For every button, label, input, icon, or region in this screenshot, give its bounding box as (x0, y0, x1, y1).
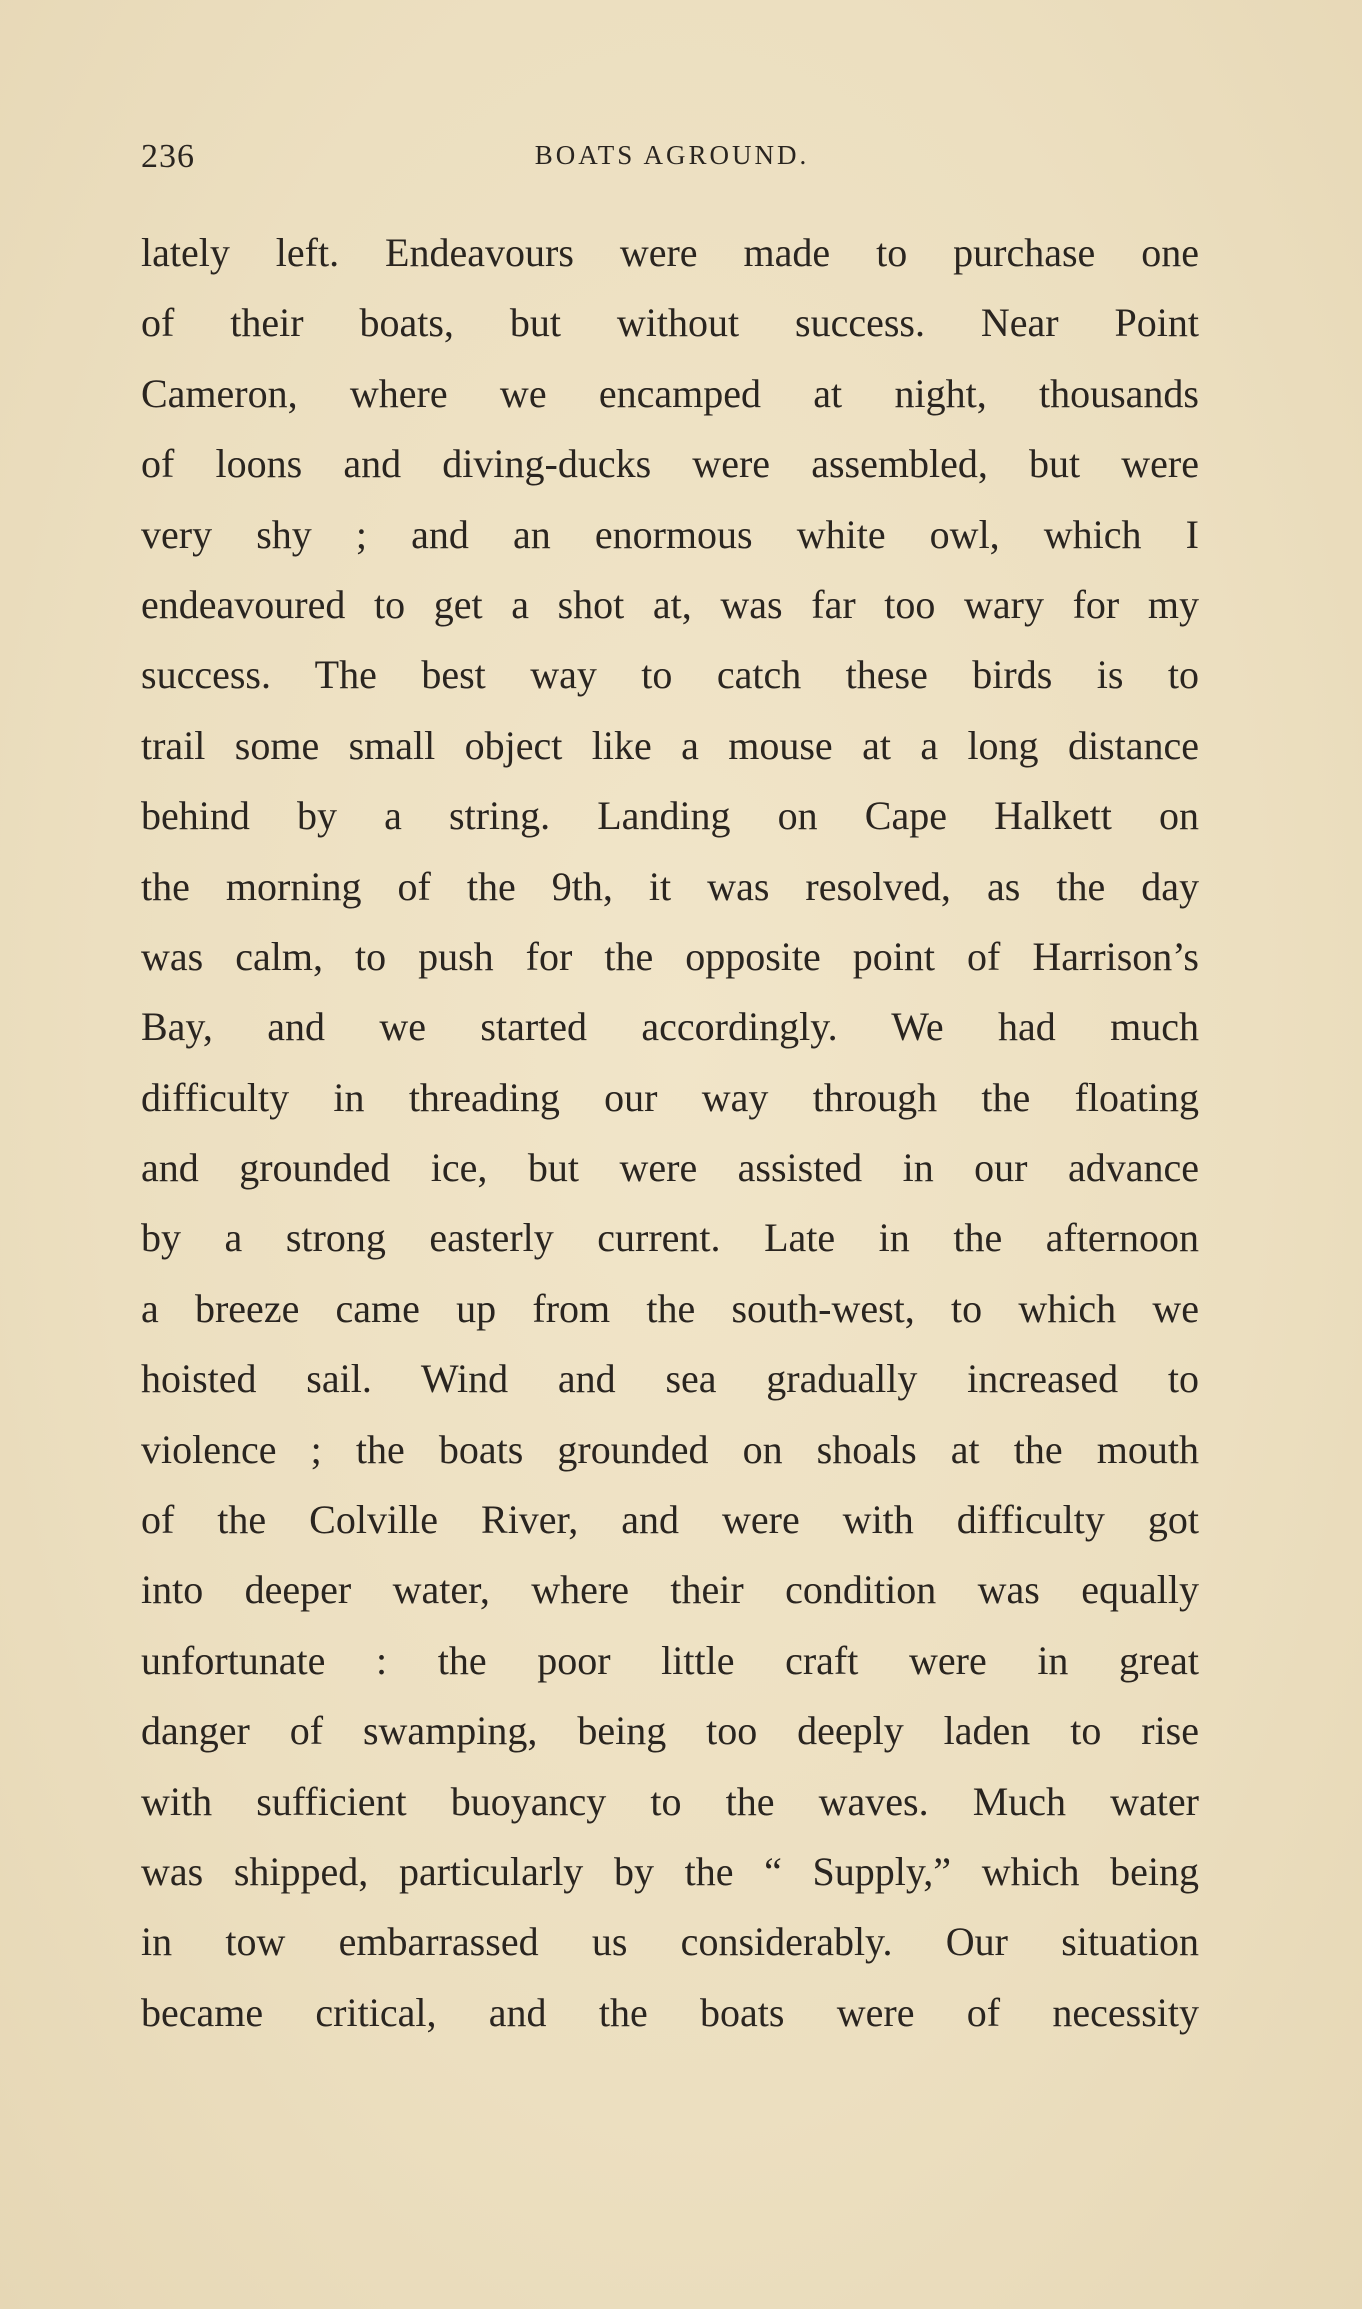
text-line: in tow embarrassed us considerably. Our situation (141, 1919, 1199, 1965)
body-text (141, 218, 1199, 2048)
text-line: of the Colville River, and were with difficulty got (141, 1497, 1199, 1543)
text-line: of loons and diving-ducks were assembled, but were (141, 441, 1199, 487)
running-title: BOATS AGROUND. (534, 140, 810, 170)
text-line: success. The best way to catch these birds is to (141, 652, 1199, 698)
text-line: the morning of the 9th, it was resolved, as the day (141, 863, 1199, 909)
text-line: lately left. Endeavours were made to purchase one (141, 230, 1199, 275)
text-line: into deeper water, where their condition was equally (141, 1567, 1199, 1613)
text-line: a breeze came up from the south-west, to which we (141, 1285, 1199, 1331)
text-line: trail some small object like a mouse at a long distance (141, 722, 1199, 768)
text-line: and grounded ice, but were assisted in our advance (141, 1145, 1199, 1191)
text-line: of their boats, but without success. Near Point (141, 300, 1199, 346)
text-line: by a strong easterly current. Late in the afternoon (141, 1215, 1199, 1261)
text-line: endeavoured to get a shot at, was far too wary for my (141, 581, 1199, 627)
text-line: became critical, and the boats were of necessity (141, 1989, 1199, 2035)
text-line: unfortunate : the poor little craft were in great (141, 1637, 1199, 1683)
text-line: with sufficient buoyancy to the waves. Much water (141, 1778, 1199, 1824)
text-line: very shy ; and an enormous white owl, which I (141, 511, 1199, 557)
text-line: behind by a string. Landing on Cape Halkett on (141, 793, 1199, 839)
text-line: was shipped, particularly by the “ Supply,” which being (141, 1848, 1199, 1894)
running-head (141, 138, 1203, 178)
text-line: difficulty in threading our way through the floating (141, 1074, 1199, 1120)
text-line: danger of swamping, being too deeply laden to rise (141, 1708, 1199, 1754)
text-line: was calm, to push for the opposite point of Harrison’s (141, 933, 1199, 979)
page-number: 236 (141, 138, 195, 175)
text-line: hoisted sail. Wind and sea gradually increased to (141, 1356, 1199, 1402)
text-line: Bay, and we started accordingly. We had much (141, 1004, 1199, 1050)
text-line: violence ; the boats grounded on shoals at the mouth (141, 1426, 1199, 1472)
text-line: Cameron, where we encamped at night, thousands (141, 370, 1199, 416)
